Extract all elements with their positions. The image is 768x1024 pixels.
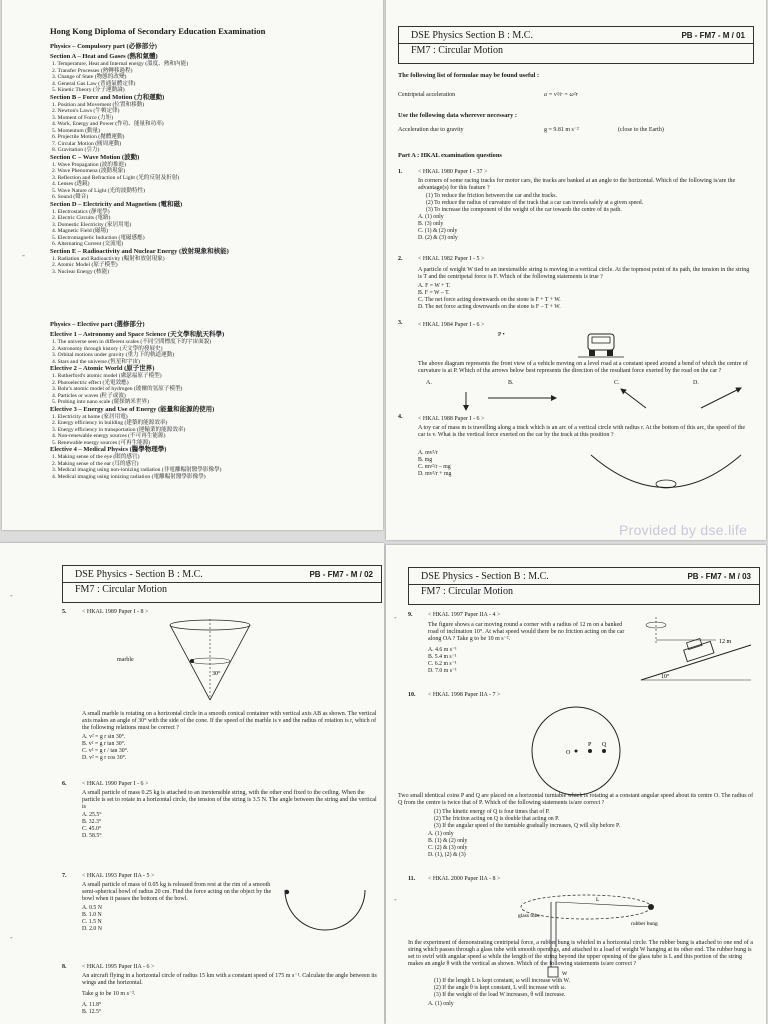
margin-mark: - bbox=[394, 613, 397, 622]
data-intro: Use the following data wherever necessary : bbox=[398, 112, 518, 119]
arrow-d bbox=[701, 388, 741, 408]
syllabus-topic: 1. Electricity at home (家居用電) bbox=[52, 413, 128, 420]
q10-label-q: Q bbox=[602, 742, 607, 748]
q11-label-bung: rubber bung bbox=[631, 921, 658, 927]
syllabus-topic: 1. Radiation and Radioactivity (輻射和放射現象) bbox=[52, 255, 165, 262]
list-item: D. v² = g r cos 30°. bbox=[82, 754, 127, 761]
list-item: C. v² = g r / tan 30°. bbox=[82, 747, 129, 754]
syllabus-topic: 4. Magnetic Field (磁場) bbox=[52, 228, 108, 234]
list-item: (1) To reduce the friction between the car and the tracks. bbox=[426, 193, 557, 199]
q4-options bbox=[418, 450, 451, 478]
q11-ref: < HKAL 2000 Paper IIA - 8 > bbox=[428, 876, 501, 882]
q5-cone-diagram bbox=[150, 615, 270, 705]
compulsory-heading: Physics – Compulsory part (必修部分) bbox=[50, 43, 157, 50]
margin-mark: - bbox=[10, 591, 13, 600]
punch-hole-mark: - bbox=[22, 250, 25, 260]
q5-number: 5. bbox=[62, 609, 67, 615]
list-item: (3) To increase the component of the weight of the car towards the centre of its path. bbox=[426, 206, 622, 213]
q6-number: 6. bbox=[62, 781, 67, 787]
q3-option-b: B. bbox=[508, 380, 514, 386]
list-item: D. mv²/r + mg bbox=[418, 470, 452, 477]
syllabus-topic: 3. Bohr's atomic model of hydrogen (玻爾的氫原子模型) bbox=[52, 386, 183, 392]
syllabus-topic: 1. Rutherford's atomic model (盧瑟福原子模型) bbox=[52, 373, 162, 379]
list-item: A. (1) only bbox=[418, 214, 444, 220]
list-item: A. F = W + T. bbox=[418, 283, 451, 289]
list-item: C. (2) & (3) only bbox=[428, 844, 468, 851]
syllabus-topic: 2. Photoelectric effect (光電效應) bbox=[52, 379, 129, 386]
list-item: C. 1.5 N bbox=[82, 918, 102, 925]
question-page-02 bbox=[0, 543, 384, 1024]
syllabus-topic: 6. Sound (聲音) bbox=[52, 194, 89, 200]
list-item: D. (2) & (3) only bbox=[418, 234, 458, 241]
list-item: B. (3) only bbox=[418, 220, 444, 227]
q10-label-o: O bbox=[566, 750, 571, 756]
syllabus-topic: 3. Change of State (物態的改變) bbox=[52, 74, 127, 80]
syllabus-topic: 1. Wave Propagation (波的推進) bbox=[52, 161, 127, 168]
list-item: A. 4.6 m s⁻¹ bbox=[428, 647, 457, 653]
q2-text: A particle of weight W tied to an inextensible string is moving in a vertical circle. At the topmost point of its path, the tension in the string is T and the centripetal force is F. Which of the following statements is true ? bbox=[418, 267, 750, 280]
data-label: Acceleration due to gravity bbox=[398, 127, 464, 133]
list-item: D. (1), (2) & (3) bbox=[428, 851, 466, 858]
q11-statements bbox=[434, 978, 754, 999]
q1-ref: < HKAL 1980 Paper I - 37 > bbox=[418, 169, 488, 175]
arrow-c bbox=[621, 389, 646, 408]
page-header bbox=[398, 26, 754, 64]
q10-label-p: P bbox=[588, 742, 592, 748]
syllabus-topic: 2. Wave Phenomena (波動現象) bbox=[52, 168, 126, 174]
list-item: C. The net force acting downwards on the stone is F + T + W. bbox=[418, 296, 561, 303]
section-heading: Section A – Heat and Gases (熱和氣體) bbox=[50, 53, 158, 60]
syllabus-topic: 4. Work, Energy and Power (作功、能量和功率) bbox=[52, 121, 164, 127]
list-item: (2) The friction acting on Q is double that acting on P. bbox=[434, 815, 560, 822]
q5-text: A small marble is rotating on a horizontal circle in a smooth conical container with vertical axis AB as shown. The vertical axis makes an angle of 30° with the side of the cone. If the speed of the marble is v and the radius of rotation is r, which of the following relations must be correct ? bbox=[82, 711, 377, 731]
elective-sections bbox=[50, 331, 370, 480]
syllabus-topic: 2. Newton's Laws (牛頓定律) bbox=[52, 108, 120, 114]
header-subtitle: FM7 : Circular Motion bbox=[421, 586, 513, 597]
elective-heading: Physics – Elective part (選修部分) bbox=[50, 321, 145, 328]
syllabus-topic: 1. Making sense of the eye (眼的感官) bbox=[52, 454, 140, 460]
q10-text: Two small identical coins P and Q are placed on a horizontal turntable which is rotating at a constant angular speed about its centre O. The radius of Q from the centre is twice that of P. Which of the following statements is/are correct ? bbox=[398, 793, 754, 806]
q11-centripetal-apparatus-diagram bbox=[506, 877, 676, 987]
list-item: B. 5.4 m s⁻¹ bbox=[428, 653, 457, 660]
q1-text: In corners of some racing tracks for motor cars, the tracks are banked at an angle to the horizontal. Which of the following is/are the advantage(s) for this feature ? bbox=[418, 178, 736, 191]
syllabus-page bbox=[2, 0, 383, 530]
q4-text: A toy car of mass m is travelling along a track which is an arc of a vertical circle with radius r. At the bottom of this arc, the speed of the car is v. What is the vertical force exerted on the car by the track at this position ? bbox=[418, 425, 746, 438]
q9-text: The figure shows a car moving round a corner with a radius of 12 m on a banked road of inclination 10°. At what speed would there be no friction acting on the car along OA ? Take g to be 10 m s⁻². bbox=[428, 622, 625, 642]
header-code: PB - FM7 - M / 02 bbox=[309, 570, 373, 579]
section-heading: Section E – Radioactivity and Nuclear Energy (放射現象和核能) bbox=[50, 247, 229, 255]
section-heading: Section C – Wave Motion (波動) bbox=[50, 153, 140, 161]
list-item: A. 0.5 N bbox=[82, 905, 102, 911]
q7-number: 7. bbox=[62, 873, 67, 879]
syllabus-topic: 2. Transfer Processes (熱轉移過程) bbox=[52, 67, 133, 74]
q10-number: 10. bbox=[408, 692, 416, 698]
q7-bowl-diagram bbox=[280, 885, 370, 945]
q3-option-d: D. bbox=[693, 380, 699, 386]
margin-mark: - bbox=[10, 933, 13, 942]
q11-text: In the experiment of demonstrating centripetal force, a rubber bung is whirled in a horizontal circle. The rubber bung is attached to one end of a string which passes through a glass tube with smooth openings, and attached to a load of weight W hanging at its other end. The rubber bung is set to swirl with angular speed ω while the length of the string beyond the upper opening of the glass tube is L and this portion of the string makes an angle θ with the vertical as shown. Which of the following statements is/are correct ? bbox=[408, 940, 753, 967]
syllabus-topic: 8. Gravitation (引力) bbox=[52, 147, 100, 153]
q3-number: 3. bbox=[398, 320, 403, 326]
list-item: A. 11.8° bbox=[82, 1002, 102, 1008]
margin-mark: - bbox=[394, 895, 397, 904]
syllabus-topic: 3. Medical imaging using non-ionizing radiation (非電離輻射醫學影像學) bbox=[52, 467, 222, 473]
syllabus-topic: 5. Momentum (動量) bbox=[52, 127, 101, 134]
q3-ref: < HKAL 1984 Paper I - 6 > bbox=[418, 322, 485, 328]
section-heading: Section D – Electricity and Magnetism (電和磁) bbox=[50, 200, 183, 208]
page-title: Hong Kong Diploma of Secondary Education Examination bbox=[50, 26, 266, 36]
list-item: B. v² = g r tan 30°. bbox=[82, 740, 126, 747]
q6-ref: < HKAL 1990 Paper I - 6 > bbox=[82, 781, 149, 787]
q5-ref: < HKAL 1989 Paper I - 8 > bbox=[82, 609, 149, 615]
list-item: C. 6.2 m s⁻¹ bbox=[428, 660, 457, 667]
q9-ref: < HKAL 1997 Paper IIA - 4 > bbox=[428, 612, 501, 618]
list-item: (2) If the angle θ is kept constant, L will increase with ω. bbox=[434, 984, 566, 991]
q4-number: 4. bbox=[398, 414, 403, 420]
syllabus-topic: 2. Electric Circuits (電路) bbox=[52, 215, 111, 221]
list-item: A. v² = g r sin 30°. bbox=[82, 734, 126, 740]
list-item: C. (1) & (2) only bbox=[418, 227, 458, 234]
q8-text: An aircraft flying in a horizontal circle of radius 15 km with a constant speed of 175 m s⁻¹. Calculate the angle between its wings and the horizontal. bbox=[82, 973, 377, 986]
q2-ref: < HKAL 1982 Paper I - 5 > bbox=[418, 256, 485, 262]
list-item: B. 1.0 N bbox=[82, 911, 102, 918]
q1-number: 1. bbox=[398, 169, 403, 175]
syllabus-topic: 5. Probing into nano scale (窺探納米世界) bbox=[52, 399, 149, 405]
syllabus-topic: 3. Orbital motions under gravity (重力下的軌道運動) bbox=[52, 352, 175, 358]
q8-options bbox=[82, 1002, 101, 1016]
q3-arrow-options bbox=[416, 384, 756, 414]
syllabus-topic: 3. Reflection and Refraction of Light (光的反射及折射) bbox=[52, 174, 180, 181]
q8-note: Take g to be 10 m s⁻². bbox=[82, 991, 136, 997]
q9-angle-label: 10° bbox=[661, 674, 670, 680]
q1-options bbox=[418, 214, 458, 242]
q5-options bbox=[82, 734, 128, 762]
compulsory-sections bbox=[50, 53, 370, 275]
q10-statements bbox=[434, 809, 754, 830]
syllabus-topic: 2. Making sense of the ear (耳的感官) bbox=[52, 460, 139, 467]
data-expression: g = 9.81 m s⁻² bbox=[544, 127, 579, 133]
syllabus-topic: 1. Electrostatics (靜電學) bbox=[52, 208, 110, 215]
list-item: D. 7.0 m s⁻¹ bbox=[428, 667, 457, 674]
list-item: C. 45.0° bbox=[82, 825, 102, 832]
syllabus-topic: 5. Renewable energy sources (可再生能源) bbox=[52, 439, 151, 446]
q8-number: 8. bbox=[62, 964, 67, 970]
syllabus-topic: 4. General Gas Law (普通氣體定律) bbox=[52, 80, 136, 87]
syllabus-topic: 3. Domestic Electricity (家居用電) bbox=[52, 221, 132, 228]
syllabus-topic: 4. Stars and the universe (恆星和宇宙) bbox=[52, 358, 140, 365]
syllabus-topic: 3. Nuclear Energy (核能) bbox=[52, 268, 110, 275]
list-item: (2) To reduce the radius of curvature of the track that a car can travels safely at a given speed. bbox=[426, 199, 644, 206]
list-item: B. (1) & (2) only bbox=[428, 837, 468, 844]
list-item: (1) If the length L is kept constant, ω will increase with W. bbox=[434, 978, 570, 984]
q11-label-tube: glass tube bbox=[518, 913, 540, 919]
syllabus-topic: 6. Alternating Current (交流電) bbox=[52, 241, 124, 247]
q3-option-a: A. bbox=[426, 380, 432, 386]
syllabus-topic: 1. Temperature, Heat and Internal energy (溫度、熱和內能) bbox=[52, 61, 189, 67]
syllabus-topic: 3. Energy efficiency in transportation (運輸業的能源效率) bbox=[52, 426, 186, 433]
q11-options bbox=[428, 1001, 454, 1008]
q8-ref: < HKAL 1995 Paper IIA - 6 > bbox=[82, 964, 155, 970]
syllabus-topic: 4. Lenses (透鏡) bbox=[52, 181, 90, 187]
syllabus-topic: 5. Kinetic Theory (分子運動論) bbox=[52, 87, 125, 93]
header-code: PB - FM7 - M / 01 bbox=[681, 31, 745, 40]
section-heading: Elective 1 – Astronomy and Space Science (天文學和航天科學) bbox=[50, 331, 225, 338]
syllabus-topic: 5. Electromagnetic Induction (電磁感應) bbox=[52, 234, 145, 241]
q3-vehicle-diagram bbox=[496, 326, 626, 366]
section-heading: Elective 3 – Energy and Use of Energy (能量和能源的使用) bbox=[50, 405, 215, 413]
list-item: D. 58.5° bbox=[82, 832, 102, 839]
syllabus-topic: 4. Non-renewable energy sources (不可再生能源) bbox=[52, 433, 166, 439]
q10-ref: < HKAL 1998 Paper IIA - 7 > bbox=[428, 692, 501, 698]
syllabus-topic: 2. Astronomy through history (天文學的發展史) bbox=[52, 345, 163, 352]
question-page-03 bbox=[386, 545, 766, 1024]
q4-ref: < HKAL 1988 Paper I - 6 > bbox=[418, 416, 485, 422]
list-item: D. The net force acting downwards on the stone is F – T + W. bbox=[418, 303, 561, 310]
q9-radius-label: 12 m bbox=[719, 639, 732, 645]
list-item: B. mg bbox=[418, 456, 433, 463]
syllabus-topic: 4. Particles or waves (粒子或波) bbox=[52, 392, 126, 399]
syllabus-topic: 4. Medical imaging using ionizing radiation (電離輻射醫學影像學) bbox=[52, 473, 206, 480]
q1-statements bbox=[426, 193, 746, 214]
q11-label-w: W bbox=[562, 971, 568, 977]
page-header bbox=[62, 565, 382, 603]
question-page-01 bbox=[386, 0, 766, 540]
header-code: PB - FM7 - M / 03 bbox=[687, 572, 751, 581]
list-item: C. mv²/r – mg bbox=[418, 463, 451, 470]
header-title: DSE Physics - Section B : M.C. bbox=[75, 569, 203, 580]
header-subtitle: FM7 : Circular Motion bbox=[411, 45, 503, 56]
syllabus-topic: 2. Energy efficiency in building (建築的能源效率) bbox=[52, 420, 168, 426]
list-item: A. (1) only bbox=[428, 1001, 454, 1007]
q7-text: A small particle of mass of 0.05 kg is released from rest at the rim of a smooth semi-spherical bowl of radius 20 cm. Find the force acting on the object by the bowl when it passes the bottom of the bowl. bbox=[82, 882, 272, 902]
watermark: Provided by dse.life bbox=[619, 522, 748, 538]
q3-text: The above diagram represents the front view of a vehicle moving on a level road at a constant speed around a bend of which the centre of curvature is at P. Which of the arrows below best represents the direction of the resultant force exerted by the road on the car ? bbox=[418, 361, 748, 374]
header-title: DSE Physics Section B : M.C. bbox=[411, 30, 533, 41]
list-item: (3) If the weight of the load W increases, θ will increase. bbox=[434, 991, 566, 998]
header-title: DSE Physics - Section B : M.C. bbox=[421, 571, 549, 582]
list-item: B. F = W – T. bbox=[418, 289, 450, 296]
syllabus-topic: 5. Wave Nature of Light (光的波動特性) bbox=[52, 187, 145, 194]
q6-options bbox=[82, 812, 102, 840]
list-item: B. 12.5° bbox=[82, 1008, 102, 1015]
list-item: D. 2.0 N bbox=[82, 925, 102, 932]
q11-label-l: L bbox=[596, 897, 600, 903]
list-item: A. 25.5° bbox=[82, 812, 102, 818]
q3-point-p: P • bbox=[498, 332, 505, 338]
q7-options bbox=[82, 905, 102, 933]
list-item: B. 32.3° bbox=[82, 818, 102, 825]
formula-expression: a = v²/r = ω²r bbox=[544, 92, 578, 98]
q4-track-diagram bbox=[586, 450, 746, 510]
q6-text: A small particle of mass 0.25 kg is attached to an inextensible string, with the other end fixed to the ceiling. When the particle is set to rotate in a horizontal circle, the tension of the string is 3.5 N. The angle between the string and the vertical is bbox=[82, 790, 377, 810]
section-heading: Elective 2 – Atomic World (原子世界) bbox=[50, 365, 155, 372]
page-header bbox=[408, 567, 760, 605]
syllabus-topic: 1. The universe seen in different scales (不同空間標度下的宇宙面貌) bbox=[52, 339, 212, 345]
syllabus-topic: 7. Circular Motion (圓周運動) bbox=[52, 140, 122, 147]
q2-options bbox=[418, 283, 561, 311]
syllabus-topic: 3. Moment of Force (力矩) bbox=[52, 114, 114, 121]
q2-number: 2. bbox=[398, 256, 403, 262]
q11-number: 11. bbox=[408, 876, 416, 882]
syllabus-topic: 6. Projectile Motion (拋體運動) bbox=[52, 134, 125, 140]
section-heading: Elective 4 – Medical Physics (醫學物理學) bbox=[50, 446, 167, 453]
q10-turntable-diagram bbox=[506, 705, 646, 800]
list-item: (1) The kinetic energy of Q is four times that of P. bbox=[434, 809, 550, 815]
section-heading: Section B – Force and Motion (力和運動) bbox=[50, 93, 165, 101]
list-item: A. (1) only bbox=[428, 831, 454, 837]
q5-angle-label: 30° bbox=[212, 671, 221, 677]
list-item: (3) If the angular speed of the turntable gradually increases, Q will slip before P. bbox=[434, 822, 621, 829]
q5-marble-label: marble bbox=[117, 657, 134, 663]
q9-options bbox=[428, 647, 457, 675]
part-a-heading: Part A : HKAL examination questions bbox=[398, 152, 502, 159]
data-note: (close to the Earth) bbox=[618, 127, 664, 133]
formula-intro: The following list of formulae may be found useful : bbox=[398, 72, 540, 79]
q9-number: 9. bbox=[408, 612, 413, 618]
formula-label: Centripetal acceleration bbox=[398, 92, 456, 98]
syllabus-topic: 2. Atomic Model (原子模型) bbox=[52, 262, 118, 268]
q9-banked-road-diagram bbox=[631, 615, 756, 690]
header-subtitle: FM7 : Circular Motion bbox=[75, 584, 167, 595]
syllabus-topic: 1. Position and Movement (位置和移動) bbox=[52, 101, 145, 108]
q10-options bbox=[428, 831, 467, 859]
q7-ref: < HKAL 1993 Paper IIA - 5 > bbox=[82, 873, 155, 879]
q3-option-c: C. bbox=[614, 380, 620, 386]
list-item: A. mv²/r bbox=[418, 450, 438, 456]
